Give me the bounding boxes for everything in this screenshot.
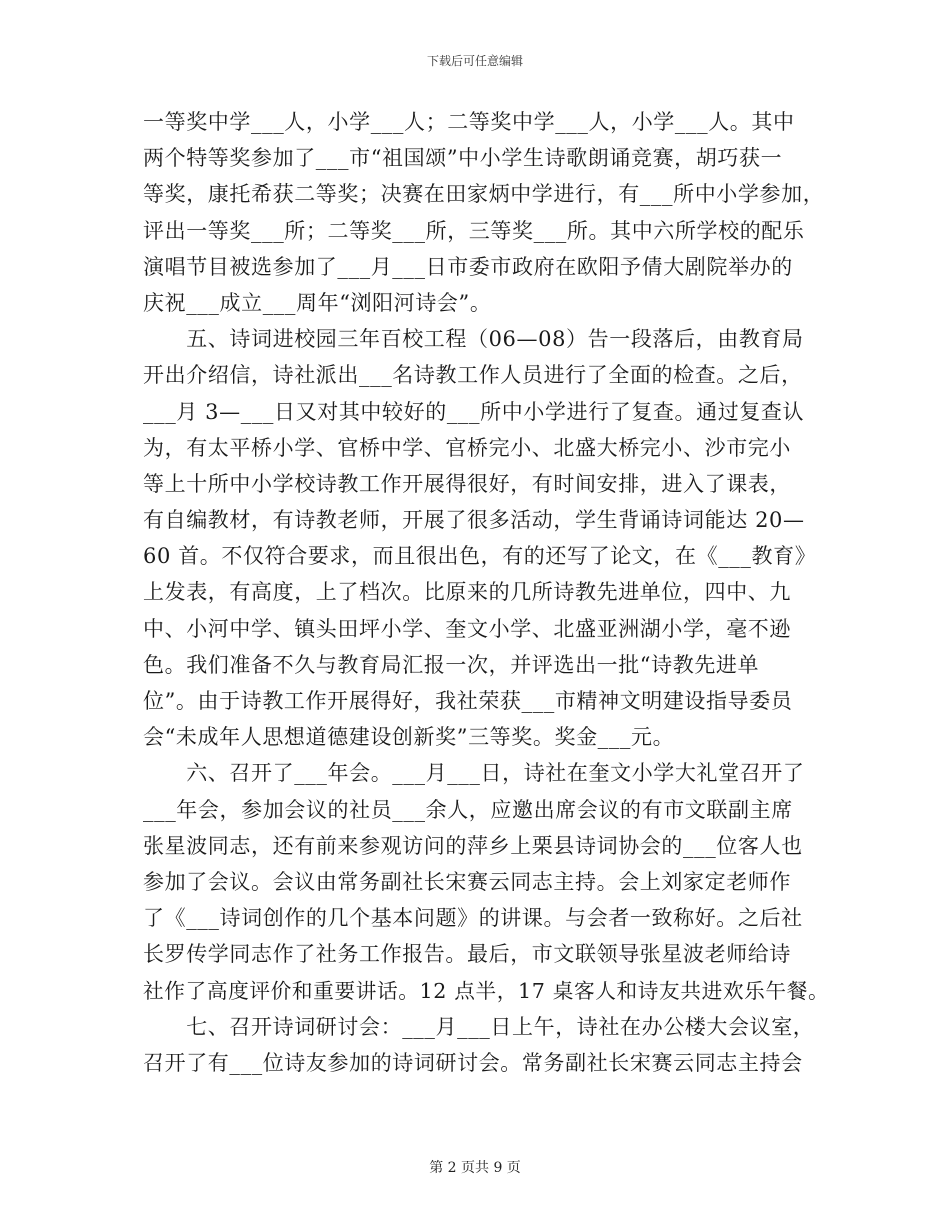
text-line: 召开了有___位诗友参加的诗词研讨会。常务副社长宋赛云同志主持会 xyxy=(143,1050,803,1075)
page-footer: 第 2 页共 9 页 xyxy=(429,1160,521,1176)
text-line: 张星波同志，还有前来参观访问的萍乡上栗县诗词协会的___位客人也 xyxy=(143,833,803,858)
text-line: 中、小河中学、镇头田坪小学、奎文小学、北盛亚洲湖小学，毫不逊 xyxy=(143,616,791,641)
text-line: 六、召开了___年会。___月___日，诗社在奎文小学大礼堂召开了 xyxy=(143,761,805,786)
text-line: ___月 3—___日又对其中较好的___所中小学进行了复查。通过复查认 xyxy=(143,399,805,424)
text-line: 等奖，康托希获二等奖；决赛在田家炳中学进行，有___所中小学参加， xyxy=(143,182,825,207)
text-line: ___年会，参加会议的社员___余人，应邀出席会议的有市文联副主席 xyxy=(143,797,793,822)
page-header: 下载后可任意编辑 xyxy=(426,54,523,68)
text-line: 色。我们准备不久与教育局汇报一次，并评选出一批“诗教先进单 xyxy=(143,652,760,677)
text-line: 有自编教材，有诗教老师，开展了很多活动，学生背诵诗词能达 20— xyxy=(143,508,805,533)
text-line: 上发表，有高度，上了档次。比原来的几所诗教先进单位，四中、九 xyxy=(143,580,791,605)
text-line: 为，有太平桥小学、官桥中学、官桥完小、北盛大桥完小、沙市完小 xyxy=(143,435,791,460)
text-line: 开出介绍信，诗社派出___名诗教工作人员进行了全面的检查。之后， xyxy=(143,363,803,388)
text-line: 演唱节目被选参加了___月___日市委市政府在欧阳予倩大剧院举办的 xyxy=(143,254,793,279)
text-line: 庆祝___成立___周年“浏阳河诗会”。 xyxy=(143,290,492,315)
text-line: 了《___诗词创作的几个基本问题》的讲课。与会者一致称好。之后社 xyxy=(143,906,803,931)
body-text xyxy=(143,104,833,1081)
text-line: 评出一等奖___所；二等奖___所，三等奖___所。其中六所学校的配乐 xyxy=(143,218,805,243)
text-line: 等上十所中小学校诗教工作开展得很好，有时间安排，进入了课表， xyxy=(143,471,791,496)
text-line: 两个特等奖参加了___市“祖国颂”中小学生诗歌朗诵竞赛，胡巧获一 xyxy=(143,146,783,171)
text-line: 长罗传学同志作了社务工作报告。最后，市文联领导张星波老师给诗 xyxy=(143,942,791,967)
text-line: 参加了会议。会议由常务副社长宋赛云同志主持。会上刘家定老师作 xyxy=(143,869,791,894)
text-line: 七、召开诗词研讨会：___月___日上午，诗社在办公楼大会议室， xyxy=(143,1014,815,1039)
text-line: 五、诗词进校园三年百校工程（06—08）告一段落后，由教育局 xyxy=(143,327,804,352)
text-line: 社作了高度评价和重要讲话。12 点半，17 桌客人和诗友共进欢乐午餐。 xyxy=(143,978,830,1003)
text-line: 会“未成年人思想道德建设创新奖”三等奖。奖金___元。 xyxy=(143,725,675,750)
text-line: 位”。由于诗教工作开展得好，我社荣获___市精神文明建设指导委员 xyxy=(143,689,793,713)
text-line: 一等奖中学___人，小学___人；二等奖中学___人，小学___人。其中 xyxy=(143,110,795,134)
text-line: 60 首。不仅符合要求，而且很出色，有的还写了论文，在《___教育》 xyxy=(143,544,817,569)
